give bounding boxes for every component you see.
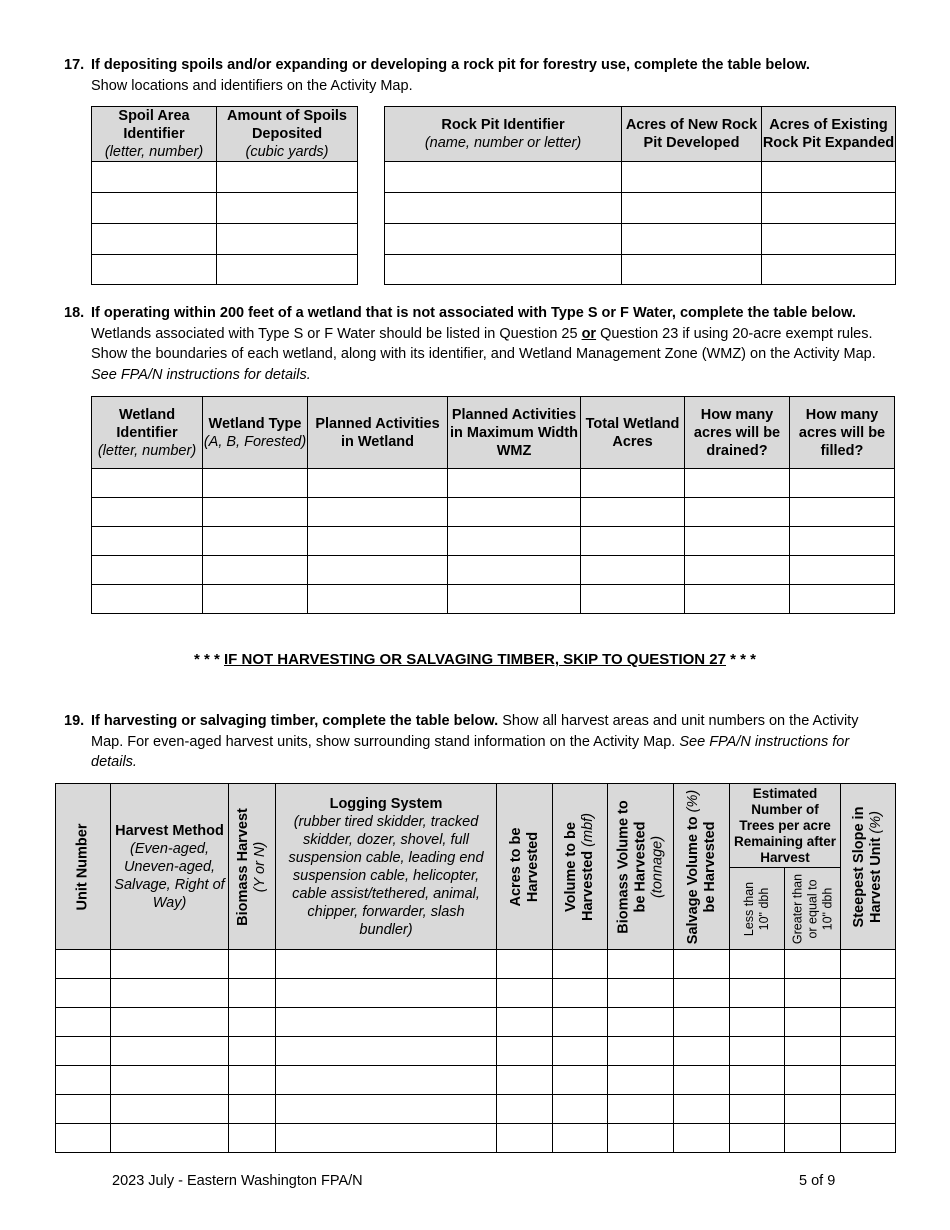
unit-number-header: Unit Number bbox=[56, 784, 111, 950]
table-cell[interactable] bbox=[56, 1066, 111, 1095]
table-cell[interactable] bbox=[762, 224, 896, 255]
table-cell[interactable] bbox=[92, 527, 203, 556]
table-cell[interactable] bbox=[608, 1124, 674, 1153]
table-cell[interactable] bbox=[385, 162, 622, 193]
table-cell[interactable] bbox=[497, 979, 553, 1008]
table-cell[interactable] bbox=[608, 1008, 674, 1037]
table-cell[interactable] bbox=[497, 1066, 553, 1095]
table-cell[interactable] bbox=[685, 469, 790, 498]
table-cell[interactable] bbox=[276, 1066, 497, 1095]
table-cell[interactable] bbox=[790, 556, 895, 585]
spoils-amount-header: Amount of Spoils Deposited (cubic yards) bbox=[217, 107, 358, 162]
table-cell[interactable] bbox=[608, 979, 674, 1008]
table-cell[interactable] bbox=[841, 1066, 896, 1095]
table-cell[interactable] bbox=[553, 979, 608, 1008]
acres-new-rock-pit-header: Acres of New Rock Pit Developed bbox=[622, 107, 762, 162]
question-number: 19. bbox=[64, 713, 85, 729]
wetland-identifier-header: Wetland Identifier (letter, number) bbox=[92, 397, 203, 469]
biomass-harvest-header: Biomass Harvest (Y or N) bbox=[229, 784, 276, 950]
table-cell[interactable] bbox=[581, 498, 685, 527]
table-cell[interactable] bbox=[790, 585, 895, 614]
table-cell[interactable] bbox=[229, 979, 276, 1008]
table-cell[interactable] bbox=[448, 585, 581, 614]
table-cell[interactable] bbox=[111, 1037, 229, 1066]
table-cell[interactable] bbox=[497, 1095, 553, 1124]
table-cell[interactable] bbox=[553, 1008, 608, 1037]
acres-drained-header: How many acres will be drained? bbox=[685, 397, 790, 469]
table-cell[interactable] bbox=[730, 1037, 785, 1066]
table-cell[interactable] bbox=[674, 1124, 730, 1153]
table-cell[interactable] bbox=[497, 1037, 553, 1066]
table-cell[interactable] bbox=[730, 950, 785, 979]
table-cell[interactable] bbox=[553, 1095, 608, 1124]
table-cell[interactable] bbox=[92, 224, 217, 255]
table-cell[interactable] bbox=[685, 556, 790, 585]
trees-less-than-10-header: Less than 10" dbh bbox=[730, 868, 785, 950]
question-heading: If operating within 200 feet of a wetland that is not associated with Type S or F Water, complete the table below. bbox=[91, 305, 856, 321]
table-cell[interactable] bbox=[608, 1095, 674, 1124]
table-cell[interactable] bbox=[448, 498, 581, 527]
table-cell[interactable] bbox=[730, 1066, 785, 1095]
table-cell[interactable] bbox=[203, 527, 308, 556]
table-cell[interactable] bbox=[308, 498, 448, 527]
table-cell[interactable] bbox=[229, 950, 276, 979]
wetland-type-header: Wetland Type (A, B, Forested) bbox=[203, 397, 308, 469]
table-cell[interactable] bbox=[308, 585, 448, 614]
table-cell[interactable] bbox=[448, 556, 581, 585]
table-cell[interactable] bbox=[674, 979, 730, 1008]
question-body-continued: Question 23 if using 20-acre exempt rules. Show the boundaries of each wetland, along with its identifier, and Wetland Management Zone (WMZ) on the Activity Map. bbox=[91, 325, 876, 362]
table-cell[interactable] bbox=[674, 950, 730, 979]
table-cell[interactable] bbox=[203, 556, 308, 585]
table-cell[interactable] bbox=[785, 1037, 841, 1066]
skip-notice: * * * IF NOT HARVESTING OR SALVAGING TIMBER, SKIP TO QUESTION 27 * * * bbox=[193, 651, 757, 668]
table-cell[interactable] bbox=[685, 498, 790, 527]
table-cell[interactable] bbox=[276, 950, 497, 979]
table-cell[interactable] bbox=[841, 1124, 896, 1153]
table-cell[interactable] bbox=[608, 1066, 674, 1095]
table-cell[interactable] bbox=[385, 255, 622, 285]
table-cell[interactable] bbox=[92, 498, 203, 527]
trees-greater-equal-10-header: Greater than or equal to 10" dbh bbox=[785, 868, 841, 950]
instructions-note: See FPA/N instructions for details. bbox=[91, 366, 311, 383]
table-cell[interactable] bbox=[841, 1037, 896, 1066]
table-cell[interactable] bbox=[785, 979, 841, 1008]
table-cell[interactable] bbox=[56, 979, 111, 1008]
table-cell[interactable] bbox=[785, 1008, 841, 1037]
harvest-method-header: Harvest Method (Even-aged, Uneven-aged, Salvage, Right of Way) bbox=[111, 784, 229, 950]
table-cell[interactable] bbox=[229, 1008, 276, 1037]
logging-system-header: Logging System (rubber tired skidder, tracked skidder, dozer, shovel, full suspension cable, leading end suspension cable, helicopter, cable assist/tethered, animal, chipper, forwarder, slash bundler) bbox=[276, 784, 497, 950]
table-cell[interactable] bbox=[581, 469, 685, 498]
steepest-slope-header: Steepest Slope in Harvest Unit (%) bbox=[841, 784, 896, 950]
wetland-table bbox=[91, 396, 895, 614]
instructions-note: See FPA/N instructions for details. bbox=[91, 733, 850, 770]
table-cell[interactable] bbox=[685, 585, 790, 614]
table-cell[interactable] bbox=[497, 1124, 553, 1153]
table-cell[interactable] bbox=[581, 585, 685, 614]
question-number: 18. bbox=[64, 305, 85, 321]
acres-existing-rock-pit-header: Acres of Existing Rock Pit Expanded bbox=[762, 107, 896, 162]
table-cell[interactable] bbox=[685, 527, 790, 556]
table-cell[interactable] bbox=[622, 193, 762, 224]
question-number: 17. bbox=[64, 57, 85, 73]
table-cell[interactable] bbox=[203, 469, 308, 498]
emphasis-or: or bbox=[581, 325, 597, 342]
rock-pit-identifier-header: Rock Pit Identifier (name, number or letter) bbox=[385, 107, 622, 162]
table-cell[interactable] bbox=[790, 527, 895, 556]
question-body: Wetlands associated with Type S or F Water should be listed in Question 25 bbox=[91, 325, 578, 342]
table-cell[interactable] bbox=[111, 1095, 229, 1124]
table-cell[interactable] bbox=[276, 1095, 497, 1124]
table-cell[interactable] bbox=[111, 1124, 229, 1153]
table-cell[interactable] bbox=[308, 469, 448, 498]
table-cell[interactable] bbox=[841, 950, 896, 979]
table-cell[interactable] bbox=[308, 527, 448, 556]
table-cell[interactable] bbox=[56, 1095, 111, 1124]
table-cell[interactable] bbox=[790, 498, 895, 527]
question-heading: If harvesting or salvaging timber, complete the table below. bbox=[91, 713, 499, 729]
acres-filled-header: How many acres will be filled? bbox=[790, 397, 895, 469]
trees-remaining-header: Estimated Number of Trees per acre Remaining after Harvest bbox=[730, 784, 841, 868]
table-cell[interactable] bbox=[674, 1037, 730, 1066]
footer-left: 2023 July - Eastern Washington FPA/N bbox=[112, 1173, 363, 1189]
table-cell[interactable] bbox=[92, 469, 203, 498]
table-cell[interactable] bbox=[553, 1037, 608, 1066]
table-cell[interactable] bbox=[276, 1008, 497, 1037]
question-17 bbox=[64, 55, 894, 96]
salvage-volume-header: Salvage Volume to (%) be Harvested bbox=[674, 784, 730, 950]
table-cell[interactable] bbox=[92, 585, 203, 614]
table-cell[interactable] bbox=[385, 193, 622, 224]
table-cell[interactable] bbox=[841, 1008, 896, 1037]
table-cell[interactable] bbox=[111, 950, 229, 979]
table-cell[interactable] bbox=[217, 193, 358, 224]
spoils-table bbox=[91, 106, 358, 285]
table-cell[interactable] bbox=[56, 1124, 111, 1153]
table-cell[interactable] bbox=[92, 162, 217, 193]
table-cell[interactable] bbox=[785, 1124, 841, 1153]
table-cell[interactable] bbox=[203, 585, 308, 614]
table-cell[interactable] bbox=[111, 1066, 229, 1095]
table-cell[interactable] bbox=[730, 1095, 785, 1124]
table-cell[interactable] bbox=[785, 950, 841, 979]
table-cell[interactable] bbox=[229, 1095, 276, 1124]
planned-activities-wmz-header: Planned Activities in Maximum Width WMZ bbox=[448, 397, 581, 469]
table-cell[interactable] bbox=[217, 162, 358, 193]
table-cell[interactable] bbox=[622, 162, 762, 193]
table-cell[interactable] bbox=[730, 979, 785, 1008]
table-cell[interactable] bbox=[608, 1037, 674, 1066]
table-cell[interactable] bbox=[276, 979, 497, 1008]
table-cell[interactable] bbox=[203, 498, 308, 527]
table-cell[interactable] bbox=[111, 979, 229, 1008]
table-cell[interactable] bbox=[581, 527, 685, 556]
table-cell[interactable] bbox=[385, 224, 622, 255]
table-cell[interactable] bbox=[92, 193, 217, 224]
table-cell[interactable] bbox=[622, 224, 762, 255]
table-cell[interactable] bbox=[56, 1037, 111, 1066]
rock-pit-table bbox=[384, 106, 896, 285]
harvest-table bbox=[55, 783, 896, 1153]
table-cell[interactable] bbox=[308, 556, 448, 585]
table-cell[interactable] bbox=[56, 950, 111, 979]
skip-notice-text: IF NOT HARVESTING OR SALVAGING TIMBER, SKIP TO QUESTION 27 bbox=[223, 651, 726, 668]
planned-activities-wetland-header: Planned Activities in Wetland bbox=[308, 397, 448, 469]
table-cell[interactable] bbox=[730, 1124, 785, 1153]
table-cell[interactable] bbox=[229, 1066, 276, 1095]
question-19 bbox=[64, 711, 894, 773]
biomass-volume-header: Biomass Volume to be Harvested (tonnage) bbox=[608, 784, 674, 950]
table-cell[interactable] bbox=[448, 469, 581, 498]
table-cell[interactable] bbox=[730, 1008, 785, 1037]
table-cell[interactable] bbox=[553, 950, 608, 979]
table-cell[interactable] bbox=[841, 979, 896, 1008]
table-cell[interactable] bbox=[56, 1008, 111, 1037]
question-body: Show locations and identifiers on the Activity Map. bbox=[91, 77, 413, 94]
table-cell[interactable] bbox=[762, 255, 896, 285]
volume-harvested-header: Volume to be Harvested (mbf) bbox=[553, 784, 608, 950]
table-cell[interactable] bbox=[497, 1008, 553, 1037]
table-cell[interactable] bbox=[608, 950, 674, 979]
table-cell[interactable] bbox=[217, 224, 358, 255]
table-cell[interactable] bbox=[674, 1095, 730, 1124]
table-cell[interactable] bbox=[553, 1124, 608, 1153]
total-wetland-acres-header: Total Wetland Acres bbox=[581, 397, 685, 469]
table-cell[interactable] bbox=[674, 1008, 730, 1037]
table-cell[interactable] bbox=[217, 255, 358, 285]
page-number: 5 of 9 bbox=[799, 1173, 836, 1189]
table-cell[interactable] bbox=[497, 950, 553, 979]
table-cell[interactable] bbox=[92, 255, 217, 285]
table-cell[interactable] bbox=[841, 1095, 896, 1124]
table-cell[interactable] bbox=[785, 1066, 841, 1095]
table-cell[interactable] bbox=[762, 193, 896, 224]
table-cell[interactable] bbox=[111, 1008, 229, 1037]
question-body: Show all harvest areas and unit numbers on the Activity Map. For even-aged harvest units, show surrounding stand information on the Activity Map. bbox=[91, 713, 859, 750]
table-cell[interactable] bbox=[762, 162, 896, 193]
question-heading: If depositing spoils and/or expanding or developing a rock pit for forestry use, complete the table below. bbox=[91, 57, 810, 73]
table-cell[interactable] bbox=[622, 255, 762, 285]
table-cell[interactable] bbox=[229, 1124, 276, 1153]
question-18 bbox=[64, 303, 894, 385]
table-cell[interactable] bbox=[674, 1066, 730, 1095]
table-cell[interactable] bbox=[229, 1037, 276, 1066]
acres-harvested-header: Acres to be Harvested bbox=[497, 784, 553, 950]
table-cell[interactable] bbox=[276, 1037, 497, 1066]
table-cell[interactable] bbox=[553, 1066, 608, 1095]
table-cell[interactable] bbox=[790, 469, 895, 498]
spoil-area-header: Spoil Area Identifier (letter, number) bbox=[92, 107, 217, 162]
table-cell[interactable] bbox=[448, 527, 581, 556]
table-cell[interactable] bbox=[785, 1095, 841, 1124]
table-cell[interactable] bbox=[276, 1124, 497, 1153]
table-cell[interactable] bbox=[92, 556, 203, 585]
table-cell[interactable] bbox=[581, 556, 685, 585]
